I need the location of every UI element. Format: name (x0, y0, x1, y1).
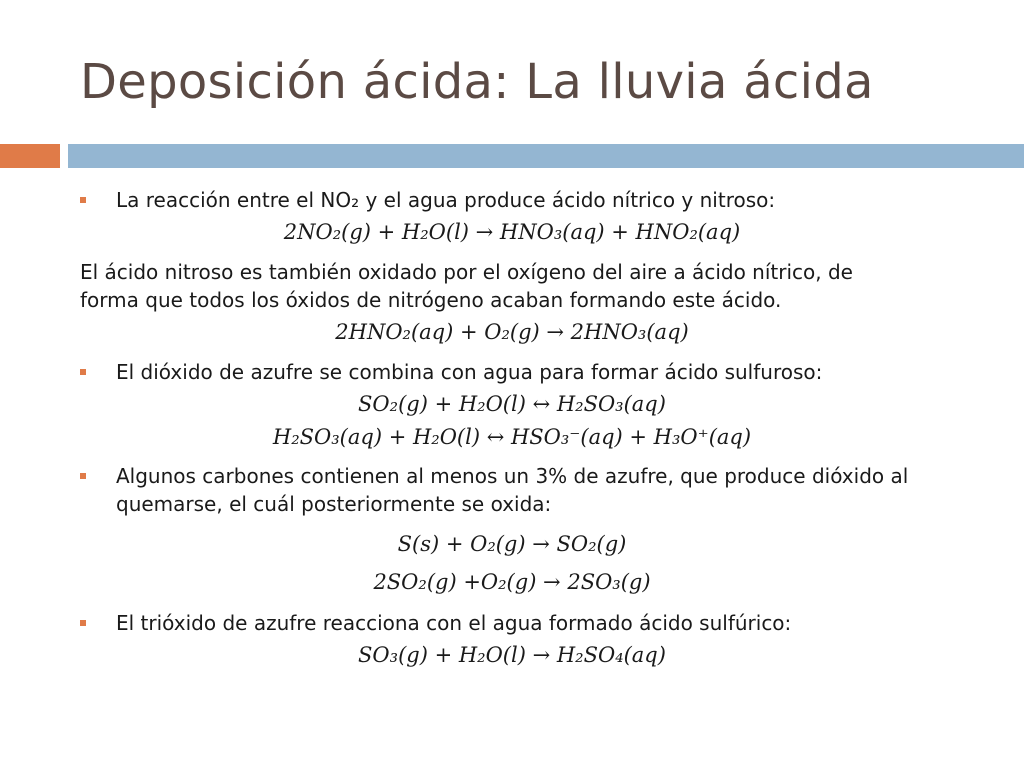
equation: 2HNO₂(aq) + O₂(g) → 2HNO₃(aq) (335, 320, 689, 344)
bullet-text: La reacción entre el NO₂ y el agua produce ácido nítrico y nitroso: (116, 188, 776, 212)
title-rule-bar (68, 144, 1024, 168)
bullet-text: quemarse, el cuál posteriormente se oxida: (116, 492, 552, 516)
equation: 2NO₂(g) + H₂O(l) → HNO₃(aq) + HNO₂(aq) (283, 220, 741, 244)
equation: S(s) + O₂(g) → SO₂(g) (397, 532, 627, 556)
bullet-text: Algunos carbones contienen al menos un 3% de azufre, que produce dióxido al (116, 464, 909, 488)
paragraph-line: forma que todos los óxidos de nitrógeno acaban formando este ácido. (80, 288, 782, 312)
bullet-marker (80, 197, 86, 203)
equation: 2SO₂(g) +O₂(g) → 2SO₃(g) (373, 570, 651, 594)
bullet-text: El trióxido de azufre reacciona con el agua formado ácido sulfúrico: (116, 611, 792, 635)
bullet-marker (80, 369, 86, 375)
equation: SO₃(g) + H₂O(l) → H₂SO₄(aq) (358, 643, 666, 667)
bullet-marker (80, 620, 86, 626)
slide-title: Deposición ácida: La lluvia ácida (80, 54, 874, 110)
equation: SO₂(g) + H₂O(l) ↔ H₂SO₃(aq) (358, 392, 666, 416)
equation: H₂SO₃(aq) + H₂O(l) ↔ HSO₃⁻(aq) + H₃O⁺(aq) (272, 425, 752, 449)
accent-bar (0, 144, 60, 168)
bullet-text: El dióxido de azufre se combina con agua para formar ácido sulfuroso: (116, 360, 823, 384)
bullet-marker (80, 473, 86, 479)
paragraph-line: El ácido nitroso es también oxidado por el oxígeno del aire a ácido nítrico, de (80, 260, 853, 284)
